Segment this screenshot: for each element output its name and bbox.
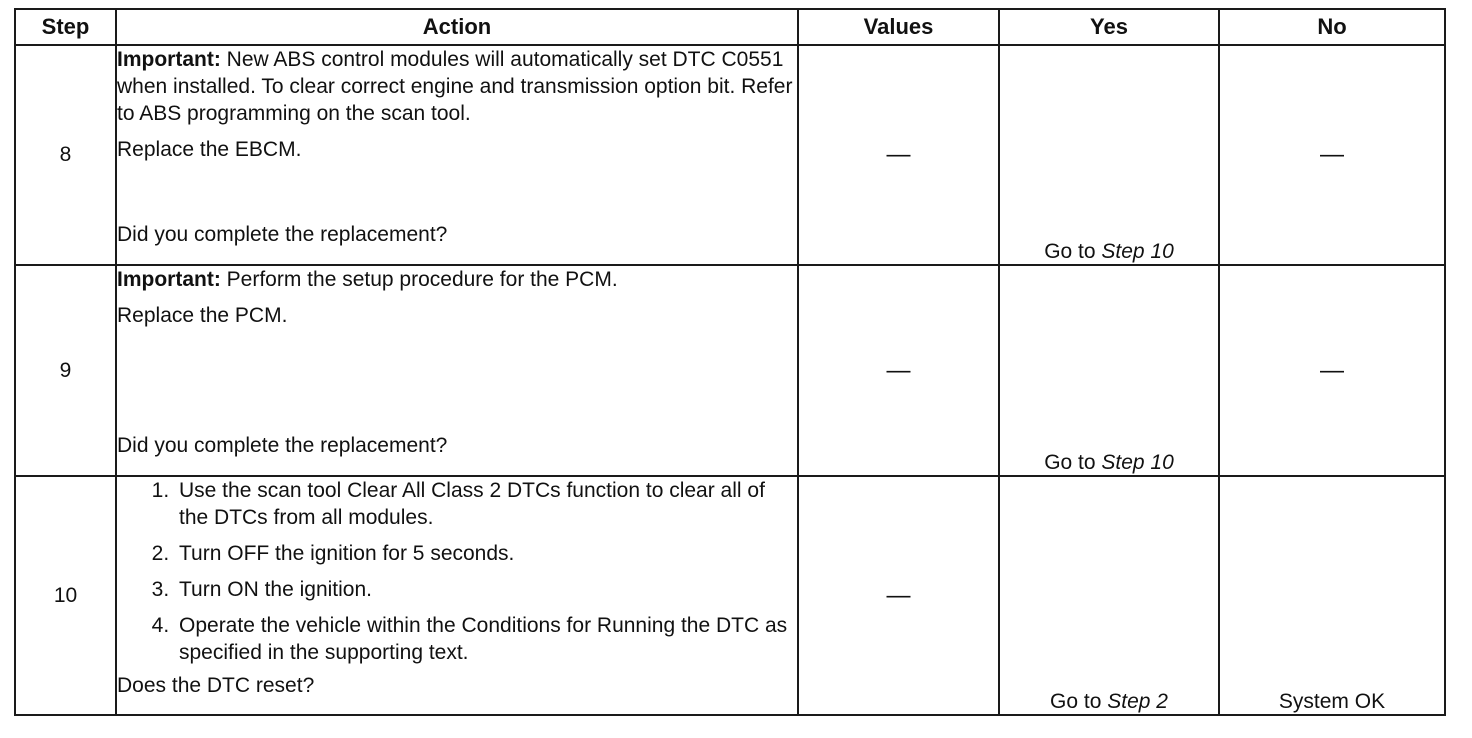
action-cell (116, 265, 798, 476)
procedure-step: 1. Use the scan tool Clear All Class 2 DTCs function to clear all of the DTCs from all modules. (175, 477, 797, 531)
step-number: 9 (15, 265, 116, 476)
header-row (15, 9, 1445, 45)
values-cell: — (798, 265, 999, 476)
diagnostic-table (14, 8, 1446, 716)
header-step: Step (15, 9, 116, 45)
question-text: Did you complete the replacement? (117, 223, 448, 246)
yes-cell (999, 476, 1219, 715)
yes-prefix: Go to (1044, 240, 1102, 263)
important-text: New ABS control modules will automatically set DTC C0551 when installed. To clear correct engine and transmission option bit. Refer to ABS programming on the scan tool. (117, 48, 793, 125)
procedure-list (117, 477, 797, 666)
header-action: Action (116, 9, 798, 45)
question-text: Does the DTC reset? (117, 674, 315, 697)
yes-prefix: Go to (1044, 451, 1102, 474)
instruction-text: Replace the PCM. (117, 304, 288, 327)
table-row-step-10 (15, 476, 1445, 715)
action-cell (116, 45, 798, 265)
step-number: 8 (15, 45, 116, 265)
step-number: 10 (15, 476, 116, 715)
header-no: No (1219, 9, 1445, 45)
important-text: Perform the setup procedure for the PCM. (220, 268, 618, 291)
instruction-text: Replace the EBCM. (117, 138, 302, 161)
table-row-step-8 (15, 45, 1445, 265)
header-values: Values (798, 9, 999, 45)
question-text: Did you complete the replacement? (117, 434, 448, 457)
no-cell: — (1219, 265, 1445, 476)
procedure-step: 3. Turn ON the ignition. (175, 576, 797, 603)
important-note (117, 46, 797, 127)
yes-step-link: Step 10 (1101, 451, 1174, 474)
yes-step-link: Step 2 (1107, 690, 1168, 713)
action-cell (116, 476, 798, 715)
no-cell: System OK (1219, 476, 1445, 715)
important-note (117, 266, 797, 293)
table-row-step-9 (15, 265, 1445, 476)
procedure-step: 2. Turn OFF the ignition for 5 seconds. (175, 540, 797, 567)
yes-cell (999, 265, 1219, 476)
yes-step-link: Step 10 (1101, 240, 1174, 263)
values-cell: — (798, 45, 999, 265)
procedure-step: 4. Operate the vehicle within the Conditions for Running the DTC as specified in the supporting text. (175, 612, 797, 666)
values-cell: — (798, 476, 999, 715)
header-yes: Yes (999, 9, 1219, 45)
important-label: Important: (117, 268, 221, 291)
yes-prefix: Go to (1050, 690, 1108, 713)
important-label: Important: (117, 48, 221, 71)
yes-cell (999, 45, 1219, 265)
no-cell: — (1219, 45, 1445, 265)
